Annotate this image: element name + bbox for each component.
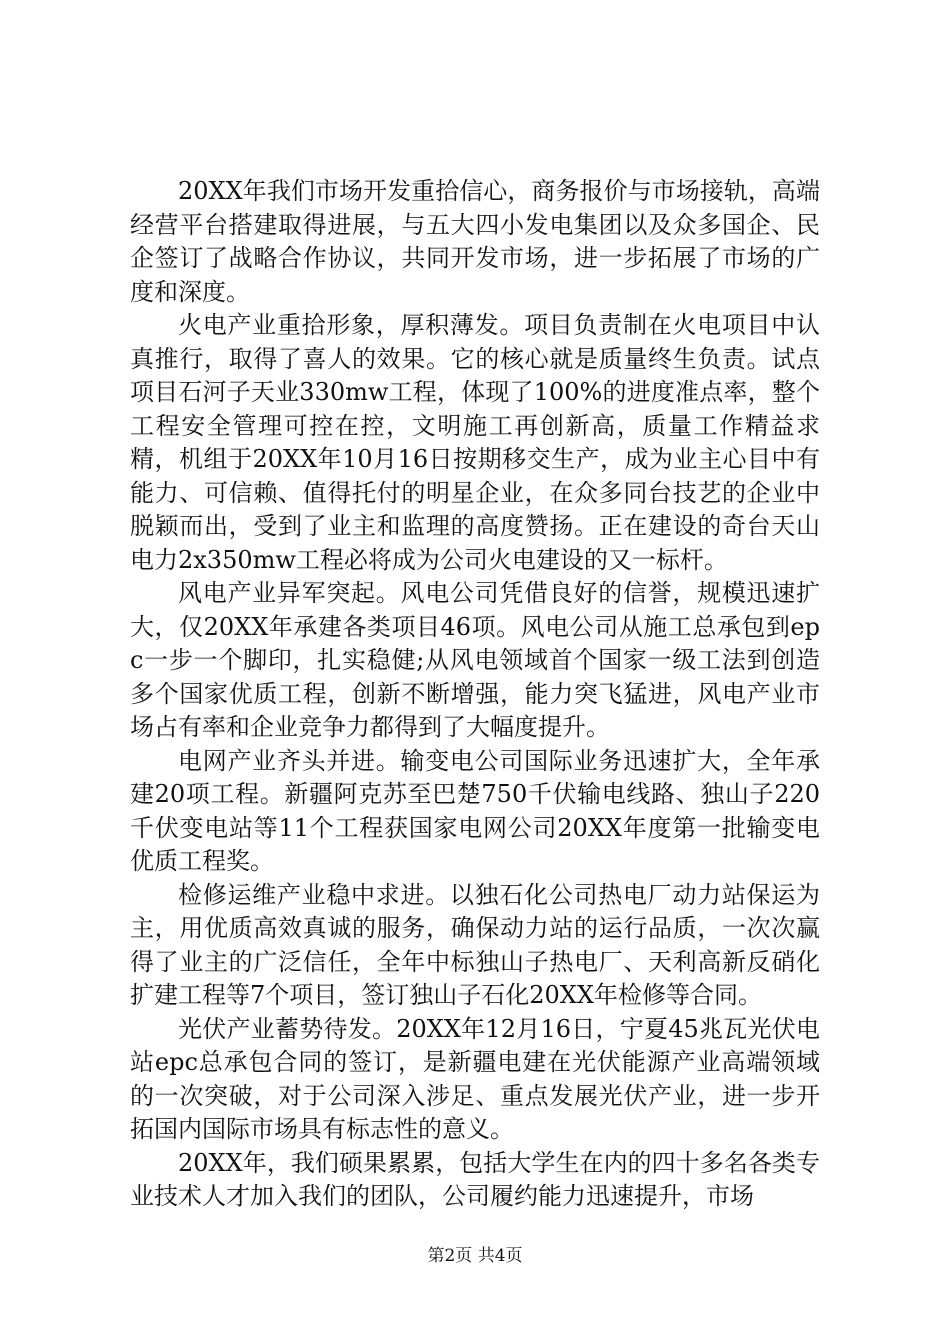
paragraph-photovoltaic: 光伏产业蓄势待发。20XX年12月16日，宁夏45兆瓦光伏电站epc总承包合同的签订，是新疆电建在光伏能源产业高端领域的一次突破，对于公司深入涉足、重点发展光伏产业，进一步开拓国内国际市场具有标志性的意义。 [130,1014,820,1143]
paragraph-wind-power: 风电产业异军突起。风电公司凭借良好的信誉，规模迅速扩大，仅20XX年承建各类项目46项。风电公司从施工总承包到epc一步一个脚印，扎实稳健;从风电领域首个国家一级工法到创造多个国家优质工程，创新不断增强，能力突飞猛进，风电产业市场占有率和企业竞争力都得到了大幅度提升。 [130,579,820,741]
paragraph-achievements: 20XX年，我们硕果累累，包括大学生在内的四十多名各类专业技术人才加入我们的团队，公司履约能力迅速提升，市场 [130,1148,820,1210]
paragraph-thermal-power: 火电产业重拾形象，厚积薄发。项目负责制在火电项目中认真推行，取得了喜人的效果。它的核心就是质量终生负责。试点项目石河子天业330mw工程，体现了100%的进度准点率，整个工程安全管理可控在控，文明施工再创新高，质量工作精益求精，机组于20XX年10月16日按期移交生产，成为业主心目中有能力、可信赖、值得托付的明星企业，在众多同台技艺的企业中脱颖而出，受到了业主和监理的高度赞扬。正在建设的奇台天山电力2x350mw工程必将成为公司火电建设的又一标杆。 [130,311,820,574]
document-body [130,175,820,1214]
page-number-footer: 第2页 共4页 [427,1246,523,1266]
paragraph-maintenance: 检修运维产业稳中求进。以独石化公司热电厂动力站保运为主，用优质高效真诚的服务，确保动力站的运行品质，一次次赢得了业主的广泛信任，全年中标独山子热电厂、天利高新反硝化扩建工程等7个项目，签订独山子石化20XX年检修等合同。 [130,880,820,1009]
paragraph-market-development: 20XX年我们市场开发重拾信心，商务报价与市场接轨，高端经营平台搭建取得进展，与五大四小发电集团以及众多国企、民企签订了战略合作协议，共同开发市场，进一步拓展了市场的广度和深度。 [130,177,820,306]
paragraph-power-grid: 电网产业齐头并进。输变电公司国际业务迅速扩大，全年承建20项工程。新疆阿克苏至巴楚750千伏输电线路、独山子220千伏变电站等11个工程获国家电网公司20XX年度第一批输变电优质工程奖。 [130,746,820,875]
